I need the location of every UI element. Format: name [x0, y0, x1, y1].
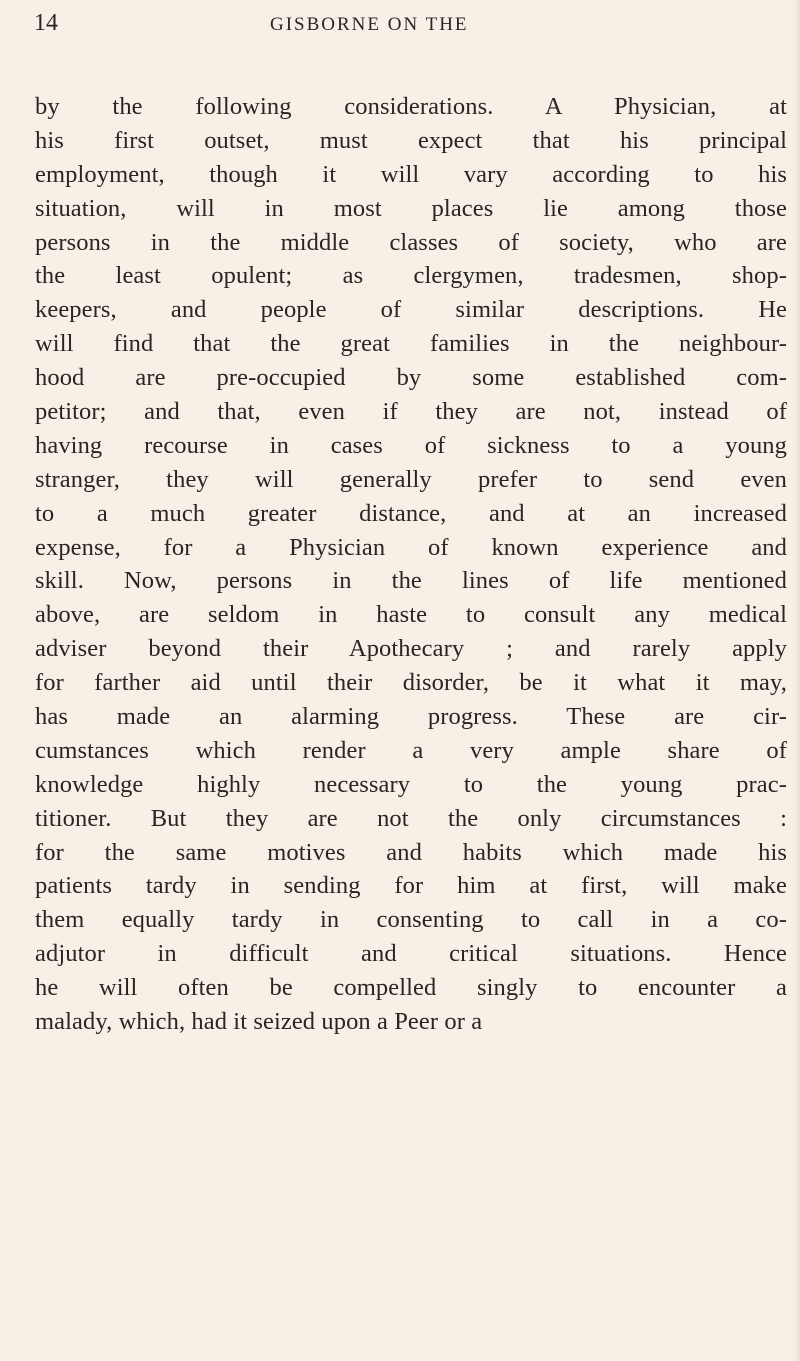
text-line: expense, for a Physician of known experience and — [35, 533, 787, 561]
text-line: has made an alarming progress. These are cir- — [35, 703, 787, 731]
text-line: employment, though it will vary according to his — [35, 160, 787, 188]
text-line: persons in the middle classes of society, who are — [35, 228, 787, 256]
text-line: knowledge highly necessary to the young prac- — [35, 770, 787, 798]
body-text — [35, 90, 787, 1039]
running-head: GISBORNE ON THE — [270, 14, 469, 35]
page-edge-shadow — [794, 0, 800, 1361]
text-line: having recourse in cases of sickness to a young — [35, 431, 787, 459]
text-line: by the following considerations. A Physician, at — [35, 93, 787, 120]
text-line: he will often be compelled singly to encounter a — [35, 974, 787, 1002]
text-line: for farther aid until their disorder, be it what it may, — [35, 669, 787, 697]
text-line: situation, will in most places lie among those — [35, 194, 787, 222]
text-line: will find that the great families in the neighbour- — [35, 330, 787, 358]
text-line: keepers, and people of similar descriptions. He — [35, 296, 787, 324]
text-line: his first outset, must expect that his principal — [35, 126, 787, 154]
text-line: stranger, they will generally prefer to send even — [35, 465, 787, 493]
page-number: 14 — [34, 10, 58, 36]
text-line: to a much greater distance, and at an increased — [35, 499, 787, 527]
text-line: hood are pre-occupied by some established com- — [35, 364, 787, 392]
text-line: above, are seldom in haste to consult any medical — [35, 601, 787, 629]
text-line: titioner. But they are not the only circumstances : — [35, 804, 787, 832]
text-line: cumstances which render a very ample share of — [35, 736, 787, 764]
text-line: patients tardy in sending for him at first, will make — [35, 872, 787, 900]
text-line: the least opulent; as clergymen, tradesmen, shop- — [35, 262, 787, 290]
text-line: malady, which, had it seized upon a Peer or a — [35, 1008, 483, 1036]
text-line: skill. Now, persons in the lines of life mentioned — [35, 567, 787, 595]
text-line: petitor; and that, even if they are not, instead of — [35, 398, 787, 426]
text-line: for the same motives and habits which made his — [35, 838, 787, 866]
text-line: adviser beyond their Apothecary ; and rarely apply — [35, 635, 787, 663]
text-line: adjutor in difficult and critical situations. Hence — [35, 940, 787, 968]
text-line: them equally tardy in consenting to call in a co- — [35, 906, 787, 934]
